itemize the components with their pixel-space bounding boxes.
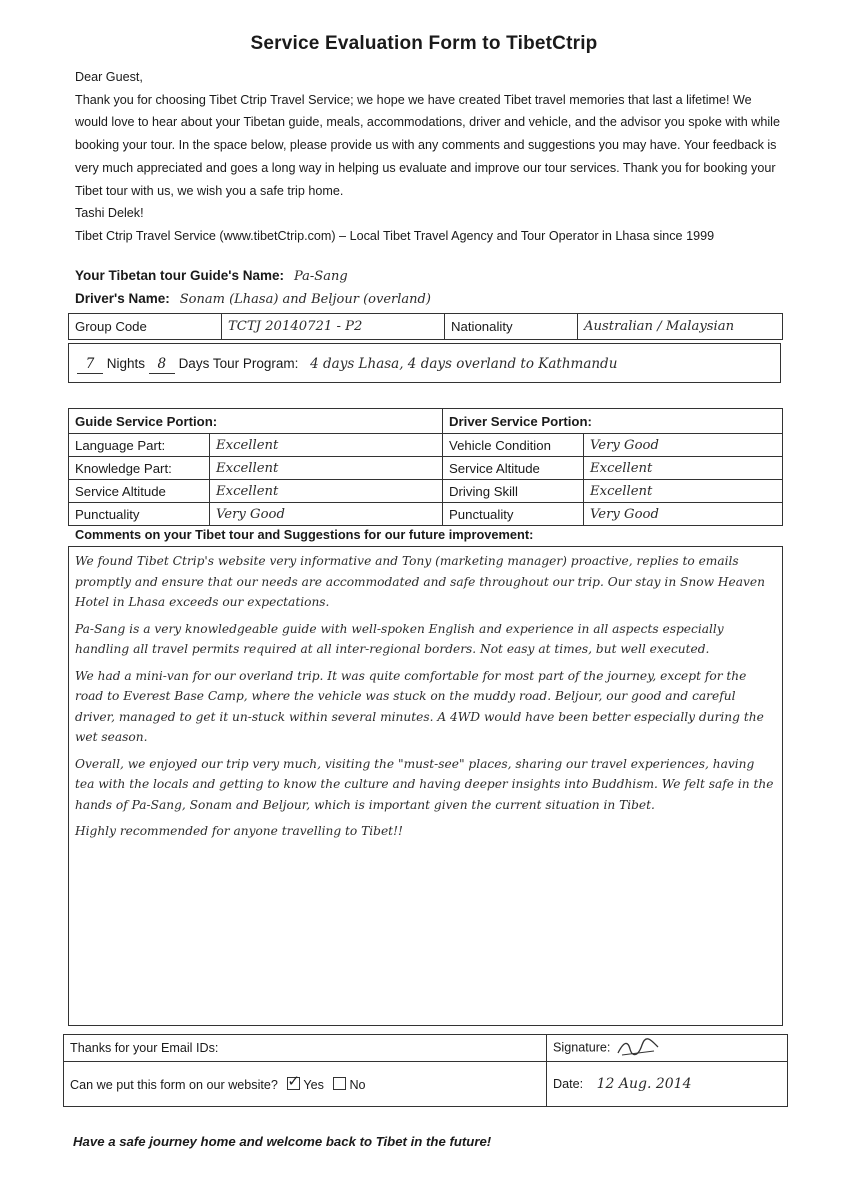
comment-paragraph: We had a mini-van for our overland trip. It was quite comfortable for most part of the journey, except for the road to Everest Base Camp, where the vehicle was stuck on the muddy road. Beljour, our good and careful driver, managed to get it un-stuck within several minutes. A 4WD would have been better especially during the wet season. [75,668,764,744]
driver-service-label: Vehicle Condition [443,434,584,457]
guide-name-value[interactable]: Pa-Sang [294,269,348,284]
driver-name-line [75,291,431,307]
no-checkbox[interactable] [333,1077,346,1090]
greeting: Dear Guest, [75,70,143,84]
intro-text [75,66,787,248]
driver-service-value[interactable]: Very Good [584,434,783,457]
guide-service-value[interactable]: Very Good [210,503,443,526]
table-row [69,480,783,503]
guide-service-label: Service Altitude [69,480,210,503]
table-row [69,434,783,457]
guide-service-label: Language Part: [69,434,210,457]
tour-program-value[interactable]: 4 days Lhasa, 4 days overland to Kathmandu [310,356,618,372]
yes-checkbox[interactable] [287,1077,300,1090]
guide-service-label: Knowledge Part: [69,457,210,480]
no-label: No [349,1077,366,1092]
intro-body: Thank you for choosing Tibet Ctrip Travel Service; we hope we have created Tibet travel memories that last a lifetime! We would love to hear about your Tibetan guide, meals, accommodations, driver and vehicle, and the advisor you spoke with while booking your tour. In the space below, please provide us with any comments and suggestions you may have. Your feedback is very much appreciated and goes a long way in helping us evaluate and improve our tour services. Thank you for booking your Tibet tour with us, we wish you a safe trip home. [75,92,780,198]
table-row [69,457,783,480]
nights-label: Nights [106,356,146,371]
driver-service-header: Driver Service Portion: [443,409,783,434]
comments-title: Comments on your Tibet tour and Suggestions for our future improvement: [75,527,534,542]
agency-info: Tibet Ctrip Travel Service (www.tibetCtrip.com) – Local Tibet Travel Agency and Tour Operator in Lhasa since 1999 [75,228,715,243]
page-title: Service Evaluation Form to TibetCtrip [250,33,598,54]
guide-name-line [75,268,348,284]
comments-field[interactable] [68,546,783,1026]
driver-name-label: Driver's Name: [75,291,170,306]
website-permission-cell [64,1062,547,1107]
driver-service-label: Punctuality [443,503,584,526]
group-code-label: Group Code [69,314,222,340]
date-cell[interactable] [547,1062,788,1107]
days-value[interactable]: 8 [149,355,175,374]
comment-paragraph: Pa-Sang is a very knowledgeable guide with well-spoken English and experience in all aspects especially handling all travel permits required at all inter-regional borders. Not easy at times, but well executed. [75,621,724,656]
guide-service-value[interactable]: Excellent [210,434,443,457]
footer-message: Have a safe journey home and welcome back to Tibet in the future! [73,1134,492,1149]
website-question: Can we put this form on our website? [70,1077,278,1092]
guide-service-header: Guide Service Portion: [69,409,443,434]
group-table [68,313,783,340]
closing: Tashi Delek! [75,206,144,221]
nationality-label: Nationality [445,314,578,340]
group-code-value[interactable]: TCTJ 20140721 - P2 [222,314,445,340]
guide-service-value[interactable]: Excellent [210,457,443,480]
signature-cell[interactable] [547,1035,788,1062]
driver-service-value[interactable]: Excellent [584,480,783,503]
comment-paragraph: Highly recommended for anyone travelling to Tibet!! [75,824,403,838]
nights-value[interactable]: 7 [77,355,103,374]
date-label: Date: [553,1077,584,1091]
days-label: Days Tour Program: [178,356,299,371]
signature-mark [614,1037,662,1059]
email-label: Thanks for your Email IDs: [64,1035,547,1062]
comment-paragraph: We found Tibet Ctrip's website very informative and Tony (marketing manager) proactive, replies to emails promptly and ensure that our needs are accommodated and safe throughout our trip. Our stay in Snow Heaven Hotel in Lhasa exceeds our expectations. [75,554,765,609]
guide-service-value[interactable]: Excellent [210,480,443,503]
signature-label: Signature: [553,1040,611,1055]
driver-service-label: Service Altitude [443,457,584,480]
comment-paragraph: Overall, we enjoyed our trip very much, visiting the "must-see" places, sharing our travel experiences, having tea with the locals and getting to know the culture and having deeper insights into Buddhism. We felt safe in the hands of Pa-Sang, Sonam and Beljour, which is important given the current situation in Tibet. [75,756,774,812]
driver-name-value[interactable]: Sonam (Lhasa) and Beljour (overland) [179,292,431,307]
driver-service-label: Driving Skill [443,480,584,503]
driver-service-value[interactable]: Excellent [584,457,783,480]
tour-program-box [68,343,781,383]
guide-service-label: Punctuality [69,503,210,526]
driver-service-value[interactable]: Very Good [584,503,783,526]
table-row [69,503,783,526]
date-value: 12 Aug. 2014 [596,1076,692,1092]
nationality-value[interactable]: Australian / Malaysian [578,314,783,340]
guide-name-label: Your Tibetan tour Guide's Name: [75,268,284,283]
yes-label: Yes [303,1077,324,1092]
service-table [68,408,783,526]
contact-table [63,1034,788,1107]
